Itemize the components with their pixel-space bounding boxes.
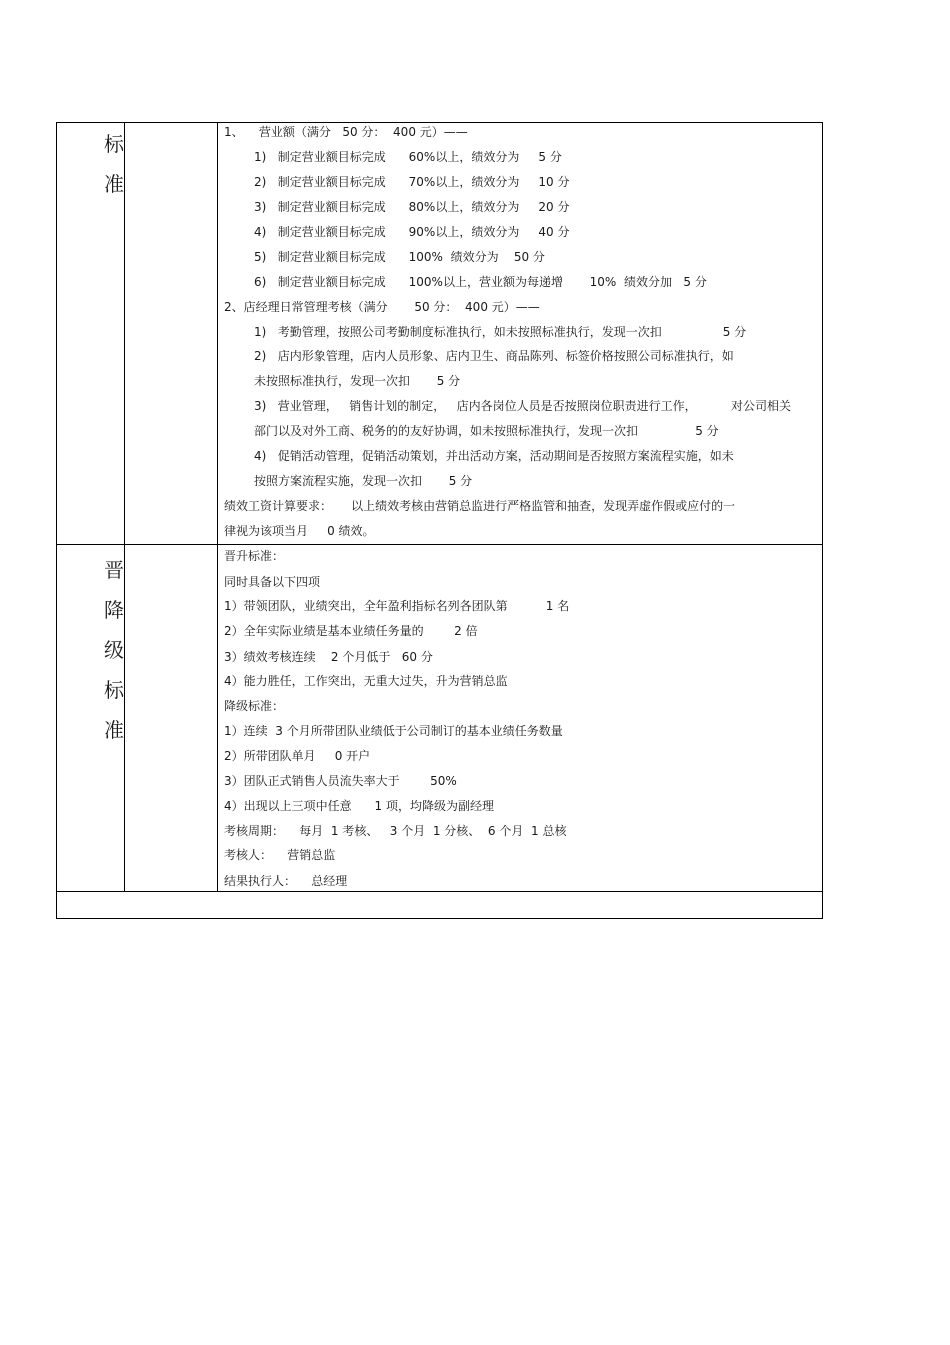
text-line: 4) 促销活动管理，促销活动策划，并出活动方案，活动期间是否按照方案流程实施，如未	[254, 449, 734, 463]
text-line: 晋升标准：	[224, 549, 285, 563]
title-char: 准	[104, 172, 124, 196]
text-line: 绩效工资计算要求： 以上绩效考核由营销总监进行严格监管和抽查，发现弄虚作假或应付的一	[224, 499, 736, 513]
title-char: 标	[104, 132, 124, 156]
text-line: 1) 考勤管理，按照公司考勤制度标准执行，如未按照标准执行，发现一次扣 5 分	[254, 325, 747, 339]
text-line: 考核周期： 每月 1 考核、 3 个月 1 分核、 6 个月 1 总核	[224, 824, 567, 838]
text-line: 同时具备以下四项	[224, 575, 321, 589]
text-line: 5) 制定营业额目标完成 100% 绩效分为 50 分	[254, 250, 545, 264]
text-line: 部门以及对外工商、税务的的友好协调，如未按照标准执行，发现一次扣 5 分	[254, 424, 719, 438]
text-line: 3) 制定营业额目标完成 80%以上，绩效分为 20 分	[254, 200, 570, 214]
section-title-promotion-demotion	[68, 550, 160, 750]
text-line: 2）全年实际业绩是基本业绩任务量的 2 倍	[224, 624, 478, 638]
text-line: 2) 店内形象管理，店内人员形象、店内卫生、商品陈列、标签价格按照公司标准执行，如	[254, 349, 734, 363]
text-line: 2）所带团队单月 0 开户	[224, 749, 371, 763]
text-line: 1、 营业额（满分 50 分： 400 元）——	[224, 125, 468, 139]
title-char: 准	[104, 718, 124, 742]
title-char: 标	[104, 678, 124, 702]
section-title-standard	[68, 124, 160, 204]
text-line: 考核人： 营销总监	[224, 848, 336, 862]
title-char: 级	[104, 638, 124, 662]
text-line: 2、店经理日常管理考核（满分 50 分： 400 元）——	[224, 300, 540, 314]
text-line: 1）带领团队，业绩突出，全年盈利指标名列各团队第 1 名	[224, 599, 570, 613]
text-line: 降级标准：	[224, 699, 285, 713]
text-line: 4）出现以上三项中任意 1 项，均降级为副经理	[224, 799, 494, 813]
text-line: 4）能力胜任，工作突出，无重大过失，升为营销总监	[224, 674, 508, 688]
text-line: 3) 营业管理， 销售计划的制定， 店内各岗位人员是否按照岗位职责进行工作， 对公司相关	[254, 399, 791, 413]
text-line: 3）绩效考核连续 2 个月低于 60 分	[224, 650, 433, 664]
column-divider-1	[124, 123, 125, 892]
text-line: 结果执行人： 总经理	[224, 874, 348, 888]
text-line: 1）连续 3 个月所带团队业绩低于公司制订的基本业绩任务数量	[224, 724, 563, 738]
text-line: 6) 制定营业额目标完成 100%以上，营业额为每递增 10% 绩效分加 5 分	[254, 275, 707, 289]
title-char: 晋	[104, 558, 124, 582]
text-line: 2) 制定营业额目标完成 70%以上，绩效分为 10 分	[254, 175, 570, 189]
text-line: 按照方案流程实施，发现一次扣 5 分	[254, 474, 473, 488]
text-line: 4) 制定营业额目标完成 90%以上，绩效分为 40 分	[254, 225, 570, 239]
text-line: 律视为该项当月 0 绩效。	[224, 524, 375, 538]
text-line: 1) 制定营业额目标完成 60%以上，绩效分为 5 分	[254, 150, 562, 164]
column-divider-2	[217, 123, 218, 892]
title-char: 降	[104, 598, 124, 622]
text-line: 未按照标准执行，发现一次扣 5 分	[254, 374, 461, 388]
row-divider-2	[57, 891, 822, 892]
text-line: 3）团队正式销售人员流失率大于 50%	[224, 774, 457, 788]
row-divider-1	[57, 544, 822, 545]
